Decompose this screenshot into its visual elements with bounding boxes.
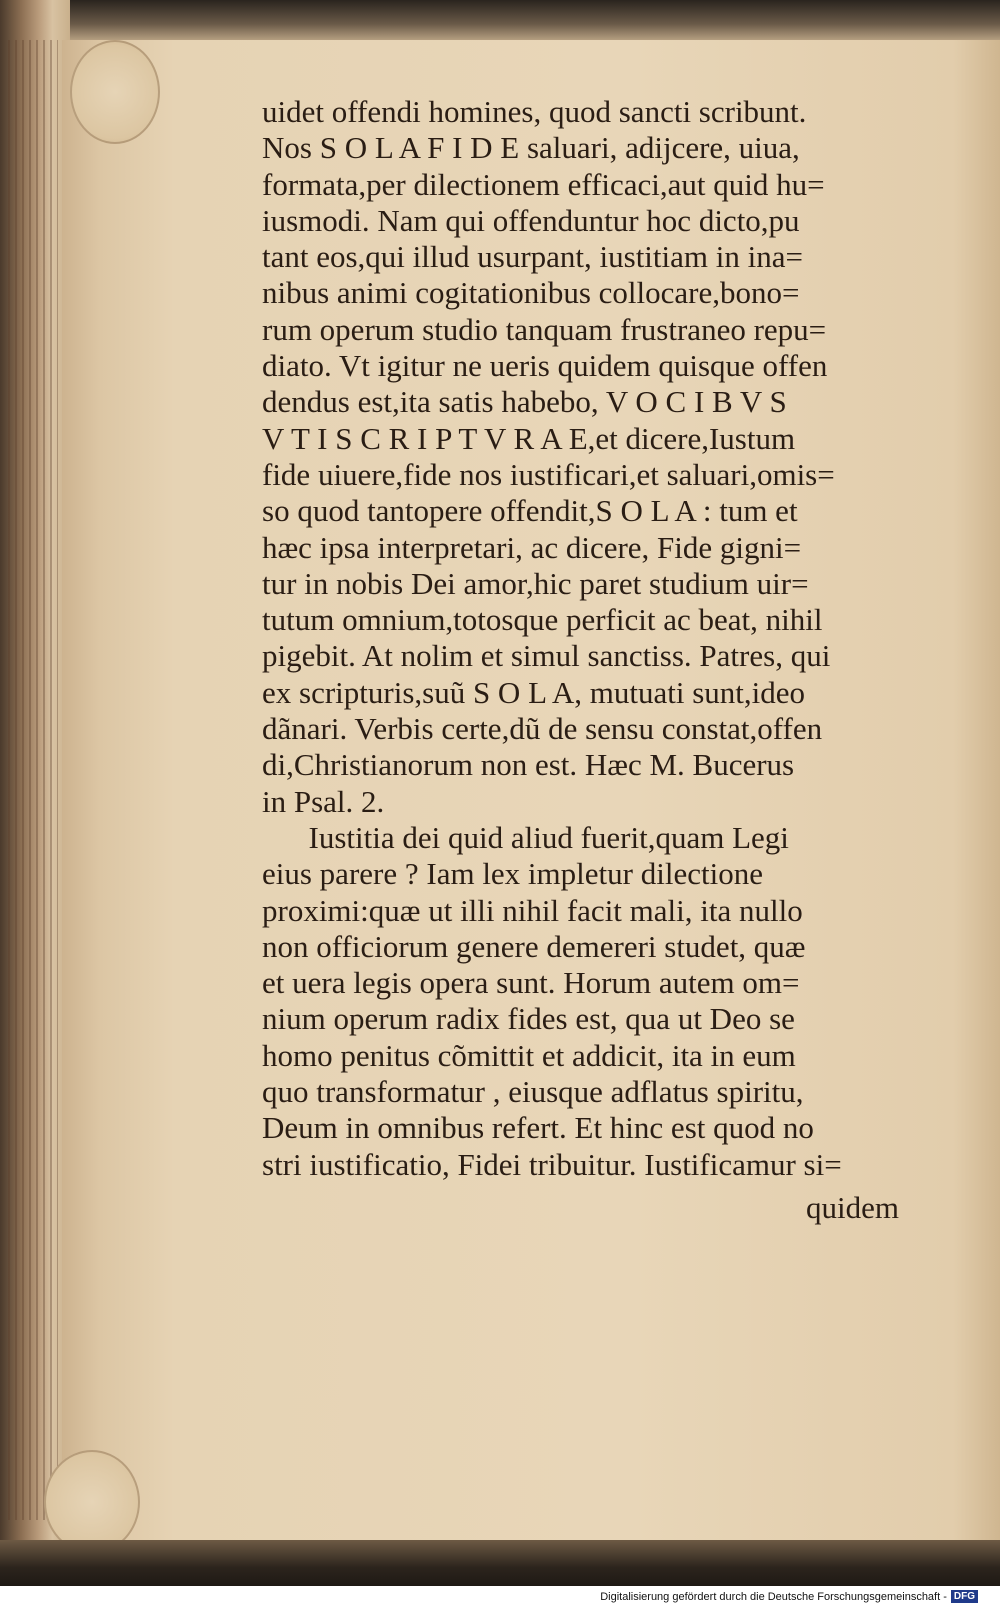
text-line: ex scripturis,suũ S O L A, mutuati sunt,ideo — [262, 674, 806, 710]
page-text — [262, 94, 912, 1183]
page-edge-top — [30, 0, 1000, 40]
text-line: Nos S O L A F I D E saluari, adijcere, uiua, — [262, 130, 800, 166]
text-line: Deum in omnibus refert. Et hinc est quod no — [262, 1110, 814, 1146]
text-line: tur in nobis Dei amor,hic paret studium uir= — [262, 565, 809, 601]
text-line: Iustitia dei quid aliud fuerit,quam Legi — [262, 819, 789, 855]
text-line: proximi:quæ ut illi nihil facit mali, ita nullo — [262, 892, 803, 928]
text-line: so quod tantopere offendit,S O L A : tum et — [262, 493, 798, 529]
text-line: diato. Vt igitur ne ueris quidem quisque offen — [262, 348, 828, 384]
catchword: quidem — [806, 1190, 899, 1225]
text-line: rum operum studio tanquam frustraneo repu= — [262, 311, 827, 347]
text-line: dendus est,ita satis habebo, V O C I B V S — [262, 384, 787, 420]
paper-hole-bottom — [44, 1450, 140, 1554]
credit-text: Digitalisierung gefördert durch die Deutsche Forschungsgemeinschaft - — [600, 1590, 947, 1603]
book-edge — [0, 0, 70, 1586]
text-line: quo transformatur , eiusque adflatus spiritu, — [262, 1074, 804, 1110]
text-line: nibus animi cogitationibus collocare,bono= — [262, 275, 800, 311]
text-line: fide uiuere,fide nos iustificari,et saluari,omis= — [262, 456, 835, 492]
bottom-edge — [0, 1540, 1000, 1586]
text-line: formata,per dilectionem efficaci,aut quid hu= — [262, 166, 825, 202]
text-line: dãnari. Verbis certe,dũ de sensu constat,offen — [262, 711, 823, 747]
dfg-logo: DFG — [951, 1590, 978, 1603]
text-line: non officiorum genere demereri studet, quæ — [262, 928, 806, 964]
paper-hole-top — [70, 40, 160, 144]
digitization-credit — [600, 1590, 978, 1603]
text-line: stri iustificatio, Fidei tribuitur. Iustificamur si= — [262, 1146, 842, 1182]
text-line: V T I S C R I P T V R A E,et dicere,Iustum — [262, 420, 796, 456]
text-line: homo penitus cõmittit et addicit, ita in eum — [262, 1037, 796, 1073]
text-line: uidet offendi homines, quod sancti scribunt. — [262, 94, 807, 129]
text-line: iusmodi. Nam qui offenduntur hoc dicto,pu — [262, 202, 800, 238]
text-line: tutum omnium,totosque perficit ac beat, nihil — [262, 602, 823, 638]
text-line: eius parere ? Iam lex impletur dilectione — [262, 856, 763, 892]
text-line: et uera legis opera sunt. Horum autem om= — [262, 965, 800, 1001]
text-line: in Psal. 2. — [262, 783, 385, 819]
text-line: tant eos,qui illud usurpant, iustitiam in ina= — [262, 239, 803, 275]
text-line: hæc ipsa interpretari, ac dicere, Fide gigni= — [262, 529, 802, 565]
text-line: di,Christianorum non est. Hæc M. Bucerus — [262, 747, 795, 783]
text-line: pigebit. At nolim et simul sanctiss. Patres, qui — [262, 638, 831, 674]
page-stack-lines — [8, 40, 58, 1520]
text-line: nium operum radix fides est, qua ut Deo se — [262, 1001, 795, 1037]
